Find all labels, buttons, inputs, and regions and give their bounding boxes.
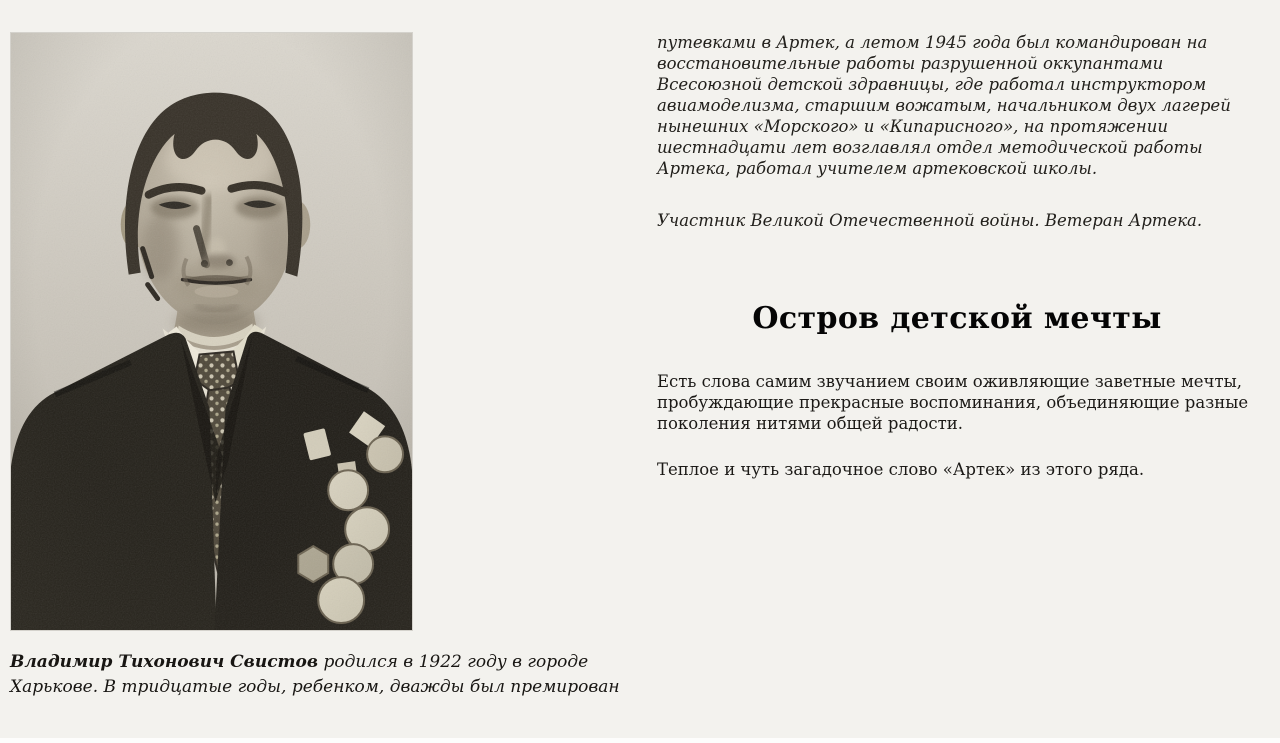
bottom-strip — [0, 738, 1280, 743]
intro-paragraph-1: Есть слова самим звучанием своим оживляющие заветные мечты, пробуждающие прекрасные воспоминания, объединяющие разные поколения нитями общей радости. — [657, 372, 1249, 433]
caption-person-name: Владимир Тихонович Свистов — [10, 652, 319, 672]
photo-caption — [10, 650, 642, 700]
portrait-photo — [11, 33, 412, 630]
article-title: Остров детской мечты — [752, 301, 1162, 336]
veteran-line: Участник Великой Отечественной войны. Ветеран Артека. — [657, 211, 1203, 230]
caption-text: родился в 1922 году в городе Харькове. В тридцатые годы, ребенком, дважды был премирован — [10, 652, 620, 697]
intro-paragraph-2: Теплое и чуть загадочное слово «Артек» из этого ряда. — [657, 460, 1145, 479]
portrait-man-in-suit-with-medals-illustration — [11, 33, 412, 630]
bio-paragraph: путевками в Артек, а летом 1945 года был командирован на восстановительные работы разрушенной оккупантами Всесоюзной детской здравницы, где работал инструктором авиамоделизма, старшим вожатым, начальником двух лагерей нынешних «Морского» и «Кипарисного», на протяжении шестнадцати лет возглавлял отдел методической работы Артека, работал учителем артековской школы. — [657, 33, 1231, 178]
